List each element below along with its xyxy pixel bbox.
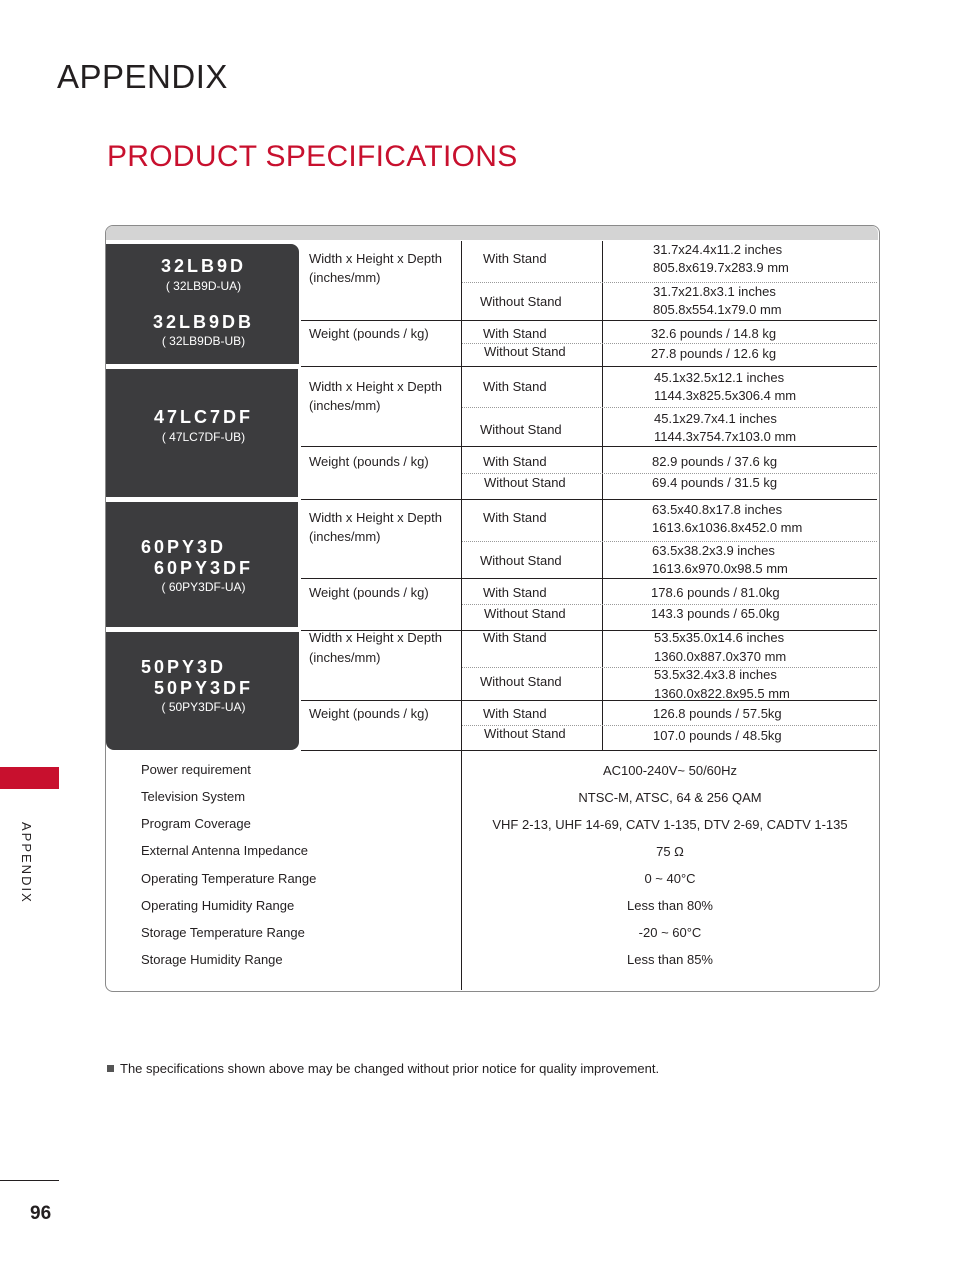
- env-value: NTSC-M, ATSC, 64 & 256 QAM: [578, 790, 762, 805]
- weight-label: Weight (pounds / kg): [309, 454, 429, 469]
- dimension-value: 45.1x29.7x4.1 inches: [654, 411, 777, 426]
- dimension-value: 53.5x32.4x3.8 inches: [654, 667, 777, 682]
- weight-label: Weight (pounds / kg): [309, 706, 429, 721]
- weight-value: 82.9 pounds / 37.6 kg: [652, 454, 778, 469]
- env-value: Less than 85%: [626, 952, 713, 967]
- env-label: Television System: [141, 789, 246, 804]
- row-divider: [301, 578, 877, 579]
- env-label: External Antenna Impedance: [141, 843, 308, 858]
- model-name: 50PY3DF: [153, 678, 254, 698]
- dimension-value: 63.5x40.8x17.8 inches: [652, 502, 783, 517]
- weight-label: Weight (pounds / kg): [309, 585, 429, 600]
- with-stand-label: With Stand: [483, 454, 547, 469]
- dimension-label: Width x Height x Depth: [309, 379, 442, 394]
- with-stand-label: With Stand: [483, 251, 547, 266]
- without-stand-label: Without Stand: [484, 344, 566, 359]
- weight-value: 126.8 pounds / 57.5kg: [653, 706, 782, 721]
- with-stand-label: With Stand: [483, 630, 547, 645]
- dimension-value: 31.7x24.4x11.2 inches: [653, 242, 783, 257]
- without-stand-label: Without Stand: [480, 553, 562, 568]
- env-label: Power requirement: [141, 762, 251, 777]
- weight-value: 69.4 pounds / 31.5 kg: [652, 475, 778, 490]
- env-value: -20 ~ 60°C: [638, 925, 702, 940]
- row-divider: [301, 499, 877, 500]
- weight-value: 27.8 pounds / 12.6 kg: [651, 346, 777, 361]
- row-divider: [301, 700, 877, 701]
- sub-row-divider: [462, 541, 877, 542]
- env-label: Storage Humidity Range: [141, 952, 283, 967]
- column-divider: [602, 241, 603, 321]
- dimension-value: 1144.3x754.7x103.0 mm: [654, 429, 797, 444]
- model-name: 32LB9DB: [152, 312, 255, 332]
- dimension-value: 1360.0x822.8x95.5 mm: [654, 686, 790, 701]
- row-divider: [301, 750, 877, 751]
- env-label: Operating Humidity Range: [141, 898, 295, 913]
- env-value: 75 Ω: [656, 844, 684, 859]
- weight-value: 178.6 pounds / 81.0kg: [651, 585, 780, 600]
- env-label: Operating Temperature Range: [141, 871, 317, 886]
- model-panel-60py3d: [106, 502, 298, 627]
- footer-divider: [0, 1180, 59, 1181]
- column-divider: [602, 367, 603, 750]
- model-panel-50py3d: [106, 632, 299, 750]
- weight-label: Weight (pounds / kg): [309, 326, 429, 341]
- page-number: 96: [30, 1203, 52, 1224]
- model-code: ( 50PY3DF-UA): [161, 700, 246, 714]
- model-code: ( 32LB9D-UA): [165, 279, 242, 293]
- dimension-unit-label: (inches/mm): [309, 529, 381, 544]
- model-name: 60PY3D: [140, 537, 227, 557]
- dimension-value: 53.5x35.0x14.6 inches: [654, 630, 785, 645]
- page-title: PRODUCT SPECIFICATIONS: [107, 140, 518, 173]
- dimension-unit-label: (inches/mm): [309, 398, 381, 413]
- dimension-value: 63.5x38.2x3.9 inches: [652, 543, 775, 558]
- dimension-value: 1360.0x887.0x370 mm: [654, 649, 787, 664]
- model-panel-32lb9d: [106, 244, 299, 364]
- dimension-value: 805.8x554.1x79.0 mm: [653, 302, 782, 317]
- without-stand-label: Without Stand: [480, 422, 562, 437]
- spec-table-header-band: [106, 226, 878, 240]
- sub-row-divider: [462, 407, 877, 408]
- env-value: AC100-240V~ 50/60Hz: [602, 763, 738, 778]
- dimension-label: Width x Height x Depth: [309, 510, 442, 525]
- dimension-value: 45.1x32.5x12.1 inches: [654, 370, 785, 385]
- dimension-label: Width x Height x Depth: [309, 251, 442, 266]
- dimension-value: 805.8x619.7x283.9 mm: [653, 260, 789, 275]
- dimension-unit-label: (inches/mm): [309, 270, 381, 285]
- weight-value: 107.0 pounds / 48.5kg: [653, 728, 782, 743]
- dimension-value: 31.7x21.8x3.1 inches: [653, 284, 776, 299]
- without-stand-label: Without Stand: [480, 294, 562, 309]
- sidebar-tab-marker: [0, 767, 59, 789]
- footnote: [107, 1061, 659, 1076]
- dimension-value: 1144.3x825.5x306.4 mm: [654, 388, 797, 403]
- with-stand-label: With Stand: [483, 706, 547, 721]
- dimension-value: 1613.6x970.0x98.5 mm: [652, 561, 788, 576]
- env-label: Storage Temperature Range: [141, 925, 305, 940]
- model-name: 60PY3DF: [153, 558, 254, 578]
- dimension-label: Width x Height x Depth: [309, 630, 442, 645]
- row-divider: [301, 320, 877, 321]
- weight-value: 32.6 pounds / 14.8 kg: [651, 326, 777, 341]
- dimension-unit-label: (inches/mm): [309, 650, 381, 665]
- row-divider: [301, 366, 877, 367]
- model-name: 32LB9D: [160, 256, 247, 276]
- footnote-text: The specifications shown above may be changed without prior notice for quality improvement.: [120, 1061, 660, 1076]
- model-name: 47LC7DF: [153, 407, 254, 427]
- model-code: ( 32LB9DB-UB): [161, 334, 246, 348]
- with-stand-label: With Stand: [483, 510, 547, 525]
- env-value: Less than 80%: [626, 898, 713, 913]
- dimension-value: 1613.6x1036.8x452.0 mm: [652, 520, 803, 535]
- with-stand-label: With Stand: [483, 585, 547, 600]
- with-stand-label: With Stand: [483, 379, 547, 394]
- with-stand-label: With Stand: [483, 326, 547, 341]
- model-name: 50PY3D: [140, 657, 227, 677]
- model-panel-47lc7df: [106, 369, 298, 497]
- model-code: ( 60PY3DF-UA): [161, 580, 246, 594]
- without-stand-label: Without Stand: [484, 726, 566, 741]
- env-label: Program Coverage: [141, 816, 251, 831]
- sub-row-divider: [462, 282, 877, 283]
- env-value: VHF 2-13, UHF 14-69, CATV 1-135, DTV 2-69, CADTV 1-135: [492, 817, 848, 832]
- without-stand-label: Without Stand: [484, 606, 566, 621]
- weight-value: 143.3 pounds / 65.0kg: [651, 606, 780, 621]
- sub-row-divider: [462, 473, 877, 474]
- sub-row-divider: [462, 604, 877, 605]
- section-heading: APPENDIX: [57, 58, 228, 95]
- square-bullet-icon: [107, 1065, 114, 1072]
- model-code: ( 47LC7DF-UB): [161, 430, 246, 444]
- sidebar-section-label: APPENDIX: [19, 822, 34, 904]
- env-value: 0 ~ 40°C: [644, 871, 696, 886]
- row-divider: [301, 446, 877, 447]
- without-stand-label: Without Stand: [484, 475, 566, 490]
- without-stand-label: Without Stand: [480, 674, 562, 689]
